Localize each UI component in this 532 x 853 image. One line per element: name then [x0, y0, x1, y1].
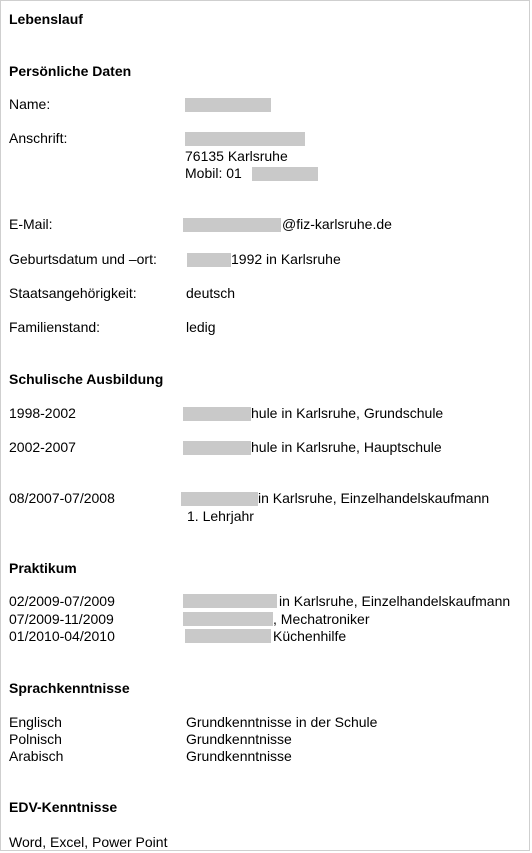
redacted-mobile: [252, 167, 318, 181]
school-period: 1998-2002: [9, 405, 76, 421]
redacted-company: [183, 594, 277, 608]
address-city: 76135 Karlsruhe: [185, 148, 288, 164]
redacted-street: [185, 132, 305, 146]
school-text: in Karlsruhe, Einzelhandelskaufmann: [258, 490, 490, 506]
internship-period: 07/2009-11/2009: [9, 611, 114, 627]
redacted-company: [183, 612, 273, 626]
language-level: Grundkenntnisse: [186, 731, 292, 747]
redacted-school-name: [183, 407, 251, 421]
section-heading-internship: Praktikum: [9, 560, 77, 576]
school-sub: 1. Lehrjahr: [187, 508, 254, 524]
redacted-company: [185, 629, 271, 643]
email-domain: @fiz-karlsruhe.de: [282, 216, 392, 232]
section-heading-school: Schulische Ausbildung: [9, 371, 164, 387]
citizenship-label: Staatsangehörigkeit:: [9, 285, 137, 301]
citizenship-value: deutsch: [186, 285, 236, 301]
section-heading-it: EDV-Kenntnisse: [9, 799, 118, 815]
language-name: Englisch: [9, 714, 62, 730]
language-level: Grundkenntnisse in der Schule: [186, 714, 378, 730]
language-level: Grundkenntnisse: [186, 748, 292, 764]
section-heading-personal: Persönliche Daten: [9, 63, 132, 79]
language-name: Polnisch: [9, 731, 62, 747]
it-skills-value: Word, Excel, Power Point: [9, 834, 168, 850]
redacted-school-name: [181, 492, 258, 506]
redacted-email-user: [183, 218, 281, 232]
redacted-school-name: [183, 441, 251, 455]
internship-text: , Mechatroniker: [273, 611, 370, 627]
mobile-prefix: Mobil: 01: [185, 165, 242, 181]
document-title: Lebenslauf: [9, 11, 83, 27]
name-label: Name:: [9, 96, 51, 112]
school-text: hule in Karlsruhe, Grundschule: [251, 405, 444, 421]
redacted-birth-date: [187, 253, 231, 267]
language-name: Arabisch: [9, 748, 64, 764]
internship-text: in Karlsruhe, Einzelhandelskaufmann: [279, 593, 511, 609]
marital-value: ledig: [186, 319, 216, 335]
school-period: 08/2007-07/2008: [9, 490, 115, 506]
email-label: E-Mail:: [9, 216, 53, 232]
internship-period: 01/2010-04/2010: [9, 628, 115, 644]
school-text: hule in Karlsruhe, Hauptschule: [251, 439, 442, 455]
school-period: 2002-2007: [9, 439, 76, 455]
section-heading-languages: Sprachkenntnisse: [9, 680, 130, 696]
birth-value: 1992 in Karlsruhe: [231, 251, 341, 267]
internship-text: Küchenhilfe: [273, 628, 347, 644]
birth-label: Geburtsdatum und –ort:: [9, 251, 157, 267]
marital-label: Familienstand:: [9, 319, 101, 335]
redacted-name: [185, 98, 271, 112]
address-label: Anschrift:: [9, 130, 68, 146]
internship-period: 02/2009-07/2009: [9, 593, 115, 609]
